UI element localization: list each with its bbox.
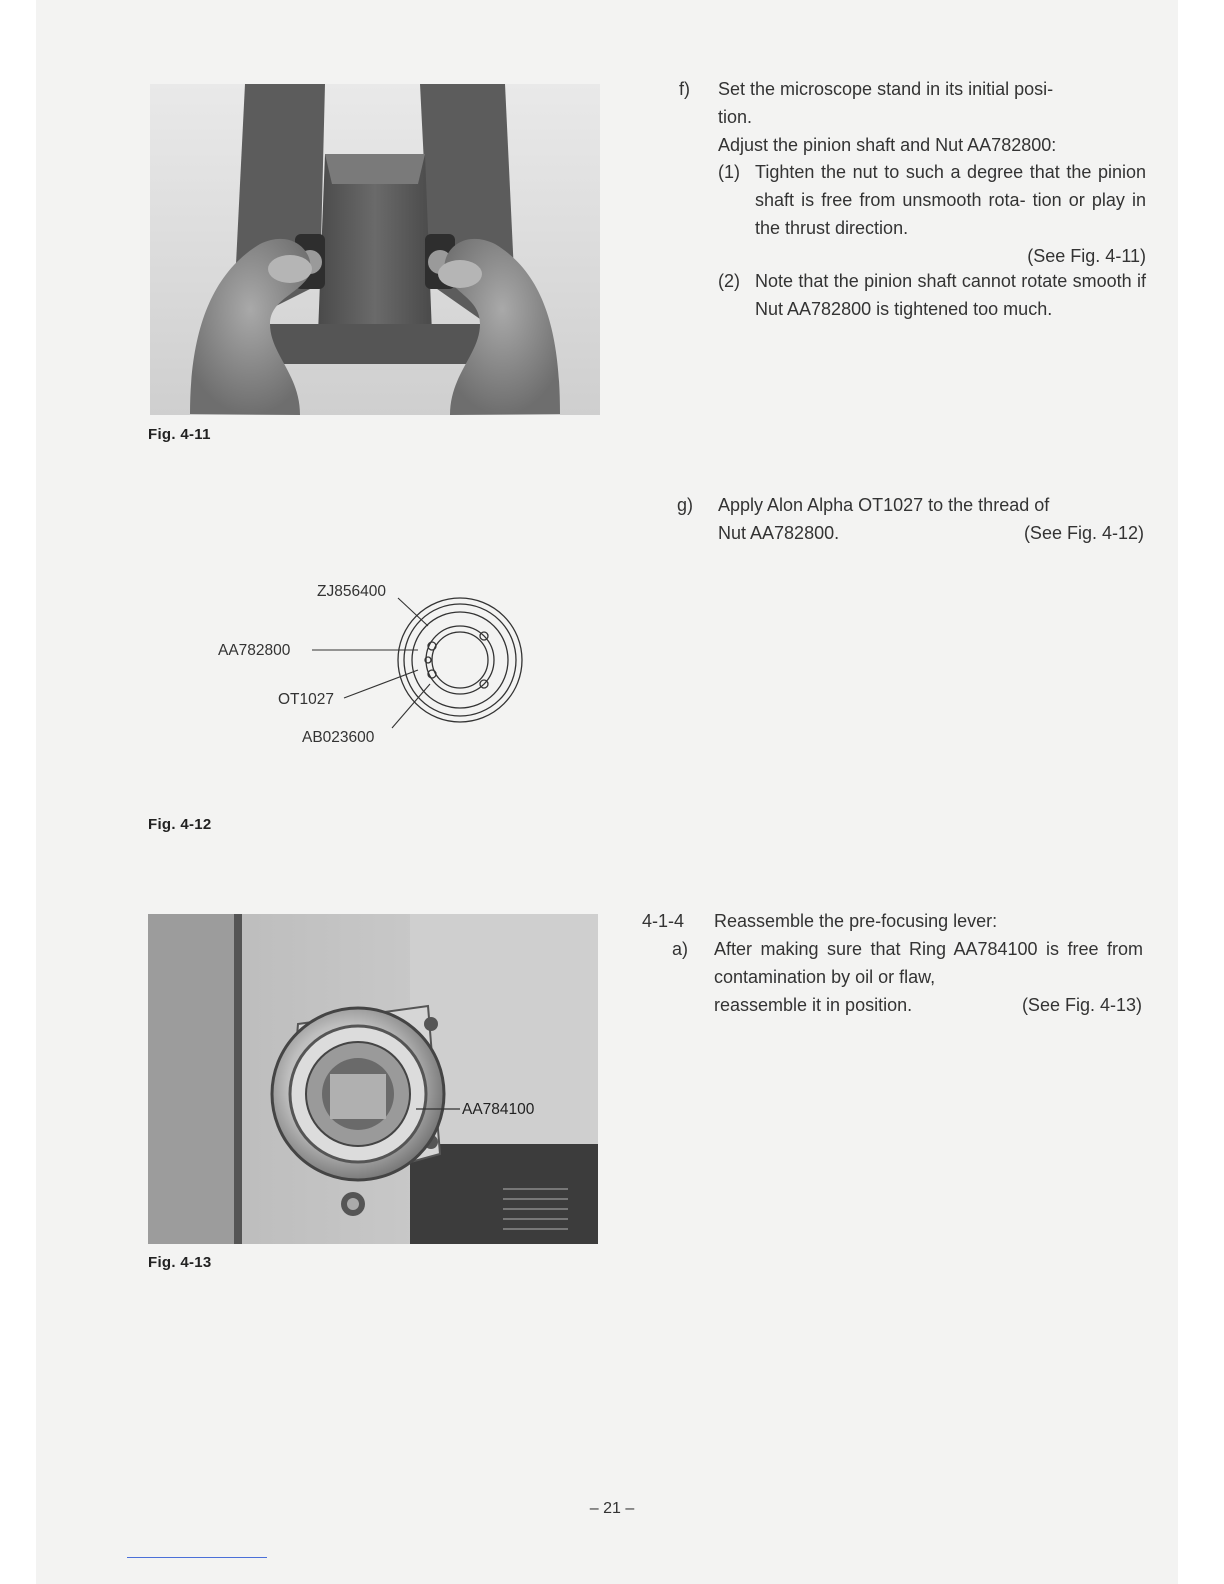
scan-underline-mark	[127, 1557, 267, 1558]
step-a-ref: (See Fig. 4-13)	[1021, 995, 1142, 1015]
step-f-marker: f)	[679, 79, 690, 99]
step-g-line1: Apply Alon Alpha OT1027 to the thread of	[718, 495, 1050, 515]
fig-4-13-photo	[148, 914, 598, 1244]
step-f-sub2-marker: (2)	[718, 271, 740, 291]
fig-4-13-caption: Fig. 4-13	[148, 1254, 212, 1271]
step-a-marker: a)	[672, 939, 689, 959]
fig-4-11-photo	[150, 84, 600, 415]
step-f-line3: Adjust the pinion shaft and Nut AA782800:	[718, 135, 1057, 155]
section-heading: Reassemble the pre-focusing lever:	[714, 911, 998, 931]
label-ot1027: OT1027	[278, 691, 335, 708]
label-aa782800: AA782800	[218, 642, 291, 659]
step-a-last-line: reassemble it in position.	[714, 995, 913, 1015]
step-f-sub1-ref: (See Fig. 4-11)	[1027, 246, 1146, 266]
section-number: 4-1-4	[642, 911, 685, 931]
fig-4-11-caption: Fig. 4-11	[148, 426, 211, 443]
label-aa784100: AA784100	[462, 1101, 535, 1118]
label-zj856400: ZJ856400	[317, 583, 386, 600]
step-f-line1: Set the microscope stand in its initial posi-	[718, 79, 1054, 99]
fig-4-12-caption: Fig. 4-12	[148, 816, 212, 833]
step-g-line2: Nut AA782800.	[718, 523, 840, 543]
step-f-sub2-text: Note that the pinion shaft cannot rotate smooth if Nut AA782800 is tightened too much.	[755, 271, 1146, 319]
page-number: – 21 –	[589, 1500, 635, 1517]
step-g-marker: g)	[677, 495, 694, 515]
step-a-text: After making sure that Ring AA784100 is free from contamination by oil or flaw,	[714, 939, 1143, 987]
step-g-ref: (See Fig. 4-12)	[1023, 523, 1144, 543]
step-f-sub1-text: Tighten the nut to such a degree that the pinion shaft is free from unsmooth rota- tion or play in the thrust direction.	[755, 162, 1146, 238]
label-ab023600: AB023600	[302, 729, 375, 746]
step-f-line2: tion.	[718, 107, 753, 127]
step-f-sub1-marker: (1)	[718, 162, 740, 182]
